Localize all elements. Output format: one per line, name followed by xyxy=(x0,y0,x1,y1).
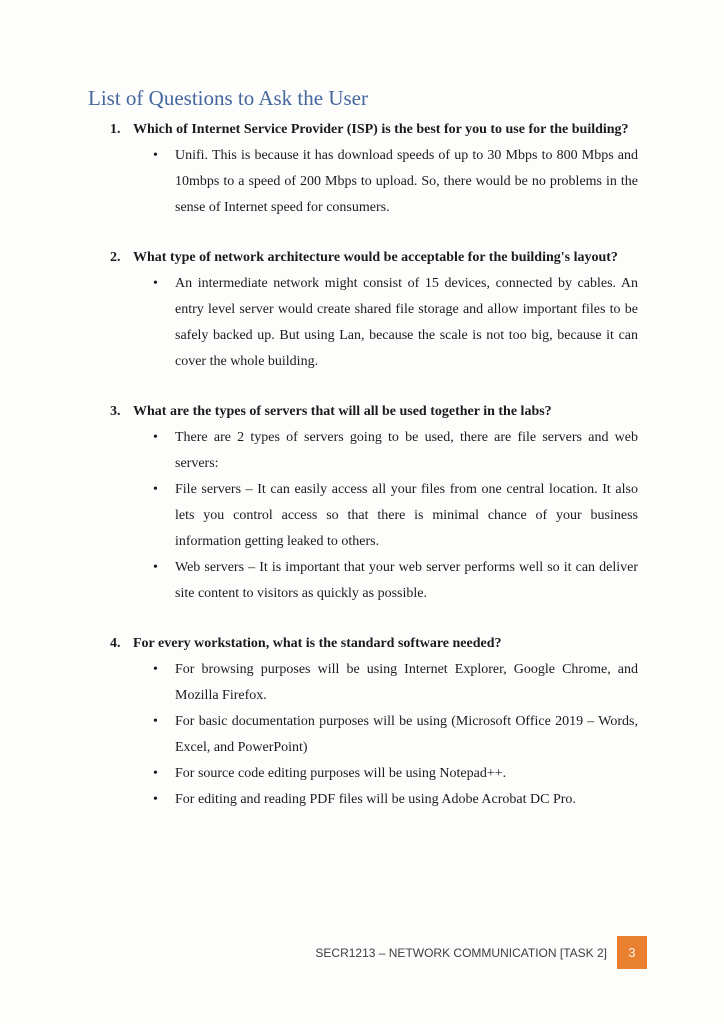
question-heading xyxy=(88,631,638,657)
bullet-text: For basic documentation purposes will be using (Microsoft Office 2019 – Words, Excel, and PowerPoint) xyxy=(175,714,638,755)
page-title: List of Questions to Ask the User xyxy=(88,86,368,110)
question-text: Which of Internet Service Provider (ISP) is the best for you to use for the building? xyxy=(133,122,629,137)
bullet-icon: • xyxy=(153,482,158,497)
bullet-text: For source code editing purposes will be using Notepad++. xyxy=(175,766,507,781)
question-heading xyxy=(88,117,638,143)
question-text: What type of network architecture would be acceptable for the building's layout? xyxy=(133,250,618,265)
document-content xyxy=(88,86,638,813)
bullet-icon: • xyxy=(153,430,158,445)
question-heading xyxy=(88,399,638,425)
bullet-item xyxy=(88,271,638,375)
question-heading xyxy=(88,245,638,271)
bullet-text: For browsing purposes will be using Internet Explorer, Google Chrome, and Mozilla Firefox. xyxy=(175,662,638,703)
bullet-item xyxy=(88,761,638,787)
bullet-item xyxy=(88,709,638,761)
question-number: 3. xyxy=(110,404,121,419)
bullet-text: File servers – It can easily access all your files from one central location. It also lets you control access so that there is minimal chance of your business information getting leaked to others. xyxy=(175,482,638,549)
bullet-icon: • xyxy=(153,148,158,163)
bullet-item xyxy=(88,477,638,555)
question-number: 4. xyxy=(110,636,121,651)
question-item-1 xyxy=(88,117,638,221)
question-number: 2. xyxy=(110,250,121,265)
question-number: 1. xyxy=(110,122,121,137)
bullet-icon: • xyxy=(153,714,158,729)
bullet-text: There are 2 types of servers going to be used, there are file servers and web servers: xyxy=(175,430,638,471)
bullet-text: Web servers – It is important that your web server performs well so it can deliver site content to visitors as quickly as possible. xyxy=(175,560,638,601)
bullet-text: An intermediate network might consist of 15 devices, connected by cables. An entry level server would create shared file storage and allow important files to be safely backed up. But using Lan, because the scale is not too big, because it can cover the whole building. xyxy=(175,276,638,369)
question-item-2 xyxy=(88,245,638,375)
bullet-item xyxy=(88,657,638,709)
bullet-icon: • xyxy=(153,276,158,291)
bullet-item xyxy=(88,143,638,221)
page-number-badge: 3 xyxy=(617,936,647,969)
footer-course-label: SECR1213 – NETWORK COMMUNICATION [TASK 2] xyxy=(315,945,607,960)
bullet-text: For editing and reading PDF files will be using Adobe Acrobat DC Pro. xyxy=(175,792,576,807)
bullet-item xyxy=(88,425,638,477)
bullet-icon: • xyxy=(153,662,158,677)
question-item-3 xyxy=(88,399,638,607)
bullet-item xyxy=(88,555,638,607)
bullet-item xyxy=(88,787,638,813)
page-footer xyxy=(315,936,647,969)
bullet-text: Unifi. This is because it has download speeds of up to 30 Mbps to 800 Mbps and 10mbps to a speed of 200 Mbps to upload. So, there would be no problems in the sense of Internet speed for consumers. xyxy=(175,148,638,215)
question-text: For every workstation, what is the standard software needed? xyxy=(133,636,502,651)
question-item-4 xyxy=(88,631,638,813)
bullet-icon: • xyxy=(153,792,158,807)
bullet-icon: • xyxy=(153,766,158,781)
question-text: What are the types of servers that will all be used together in the labs? xyxy=(133,404,552,419)
bullet-icon: • xyxy=(153,560,158,575)
